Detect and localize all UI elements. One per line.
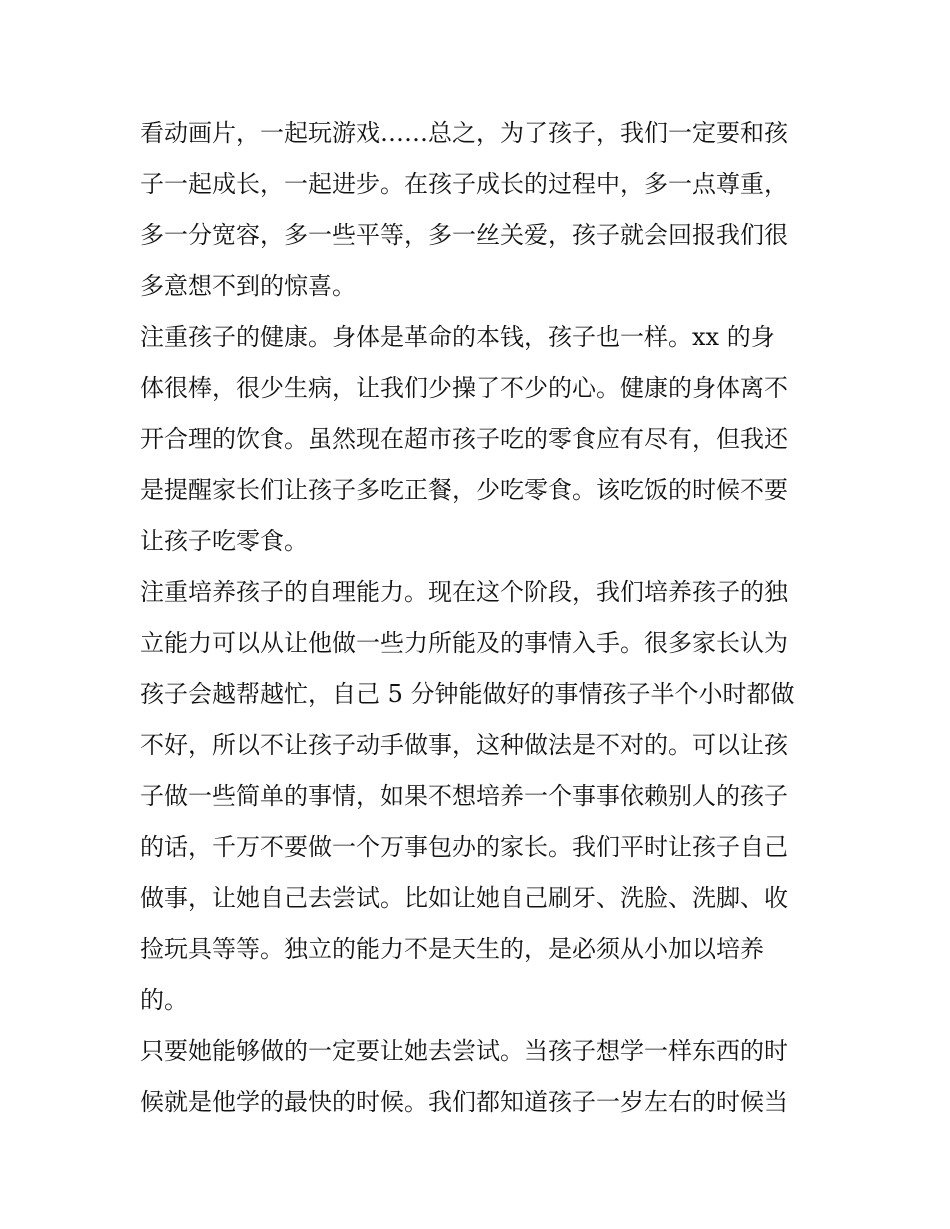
text-line: 的话，千万不要做一个万事包办的家长。我们平时让孩子自己: [140, 833, 788, 861]
text-line: 立能力可以从让他做一些力所能及的事情入手。很多家长认为: [140, 629, 788, 657]
text-line: 捡玩具等等。独立的能力不是天生的，是必须从小加以培养: [140, 935, 764, 963]
text-line: 开合理的饮食。虽然现在超市孩子吃的零食应有尽有，但我还: [140, 425, 788, 453]
text-line: 是提醒家长们让孩子多吃正餐，少吃零食。该吃饭的时候不要: [140, 476, 788, 504]
text-line: 注重培养孩子的自理能力。现在这个阶段，我们培养孩子的独: [140, 578, 788, 606]
document-body: [140, 108, 820, 1128]
text-line: 子一起成长，一起进步。在孩子成长的过程中，多一点尊重，: [140, 170, 788, 198]
text-line: 孩子会越帮越忙，自己 5 分钟能做好的事情孩子半个小时都做: [140, 680, 795, 708]
text-line: 多意想不到的惊喜。: [140, 272, 356, 300]
text-line: 让孩子吃零食。: [140, 527, 308, 555]
text-line: 只要她能够做的一定要让她去尝试。当孩子想学一样东西的时: [140, 1037, 788, 1065]
text-line: 候就是他学的最快的时候。我们都知道孩子一岁左右的时候当: [140, 1088, 788, 1116]
text-line: 不好，所以不让孩子动手做事，这种做法是不对的。可以让孩: [140, 731, 788, 759]
text-line: 体很棒，很少生病，让我们少操了不少的心。健康的身体离不: [140, 374, 788, 402]
text-line: 注重孩子的健康。身体是革命的本钱，孩子也一样。xx 的身: [140, 323, 775, 351]
text-line: 看动画片，一起玩游戏……总之，为了孩子，我们一定要和孩: [140, 119, 788, 147]
text-line: 的。: [140, 986, 188, 1014]
text-line: 子做一些简单的事情，如果不想培养一个事事依赖别人的孩子: [140, 782, 788, 810]
text-line: 多一分宽容，多一些平等，多一丝关爱，孩子就会回报我们很: [140, 221, 788, 249]
text-line: 做事，让她自己去尝试。比如让她自己刷牙、洗脸、洗脚、收: [140, 884, 788, 912]
